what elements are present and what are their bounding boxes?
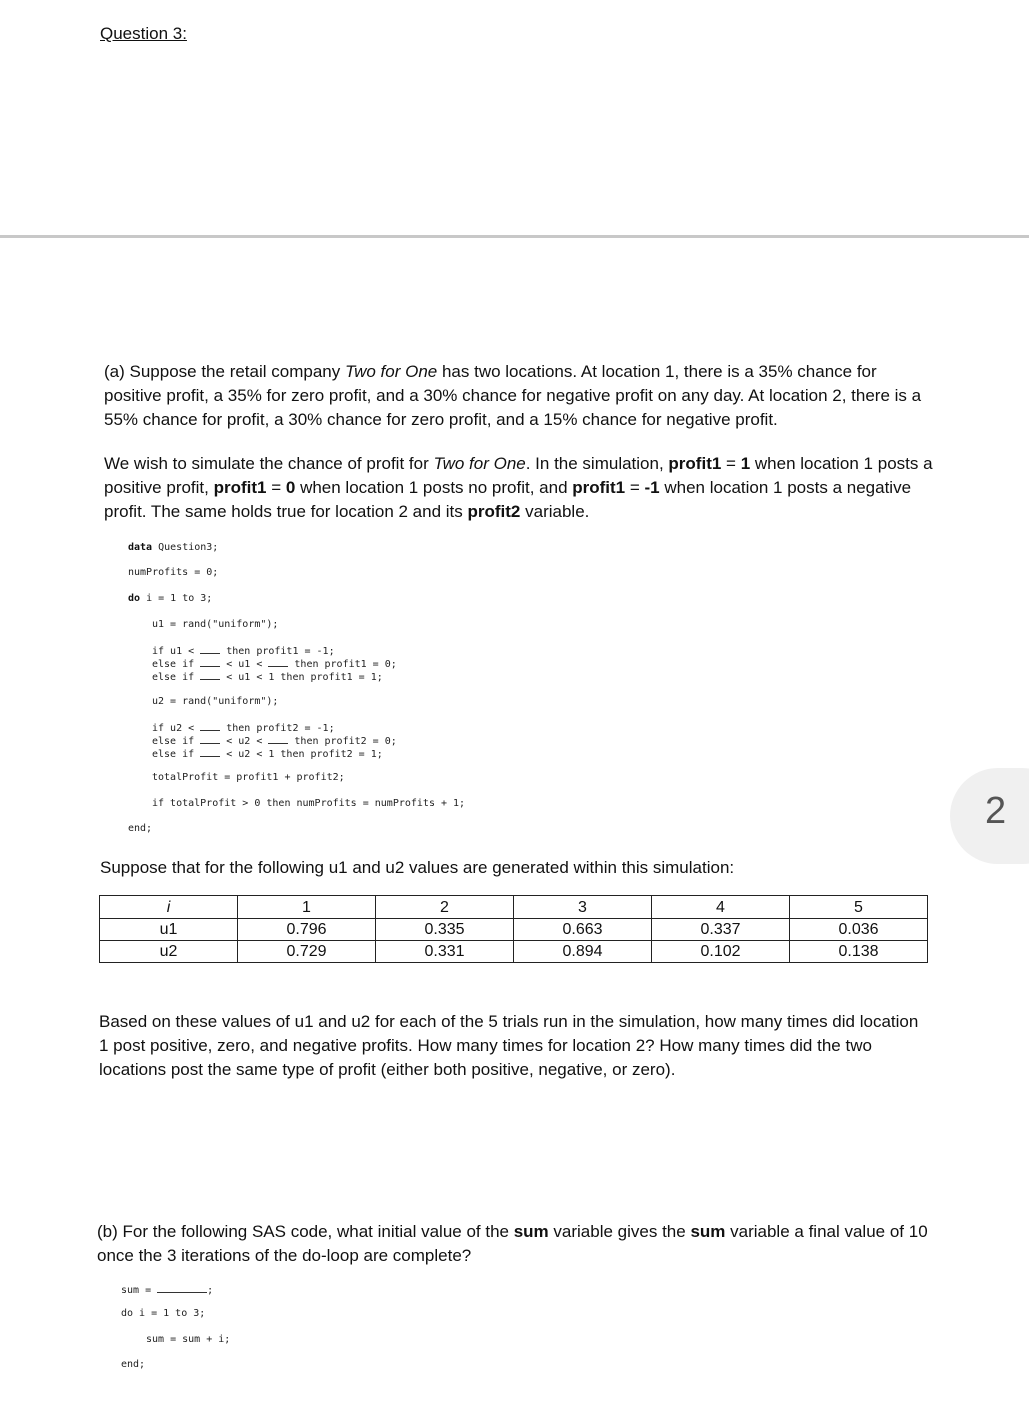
table-cell: 0.331 xyxy=(376,941,514,963)
part-a-question: Based on these values of u1 and u2 for each of the 5 trials run in the simulation, how many times did location 1 post positive, zero, and negative profits. How many times for location 2? How many times did the two locations post the same type of profit (either both positive, negative, or zero). xyxy=(99,1012,919,1079)
table-header-cell: i xyxy=(100,896,238,919)
table-header-cell: 3 xyxy=(514,896,652,919)
code-line: sum = ; xyxy=(121,1285,214,1296)
table-row xyxy=(100,941,928,963)
code-line: else if < u2 < then profit2 = 0; xyxy=(152,736,397,747)
code-line: if u2 < then profit2 = -1; xyxy=(152,723,335,734)
code-line: data Question3; xyxy=(128,542,219,553)
code-line: if totalProfit > 0 then numProfits = numProfits + 1; xyxy=(152,798,466,809)
table-header-cell: 5 xyxy=(790,896,928,919)
page-divider xyxy=(0,235,1029,238)
table-cell: 0.102 xyxy=(652,941,790,963)
table-cell: 0.337 xyxy=(652,919,790,941)
table-cell: u2 xyxy=(100,941,238,963)
table-cell: 0.036 xyxy=(790,919,928,941)
part-a-paragraph-2: We wish to simulate the chance of profit for Two for One. In the simulation, profit1 = 1 when location 1 posts a positive profit, profit1 = 0 when location 1 posts no profit, and profit1 = -1 when location 1 posts a negative profit. The same holds true for location 2 and its profit2 variable. xyxy=(104,454,933,521)
table-intro: Suppose that for the following u1 and u2 values are generated within this simulation: xyxy=(100,858,735,877)
code-line: end; xyxy=(121,1359,146,1370)
code-line: sum = sum + i; xyxy=(146,1334,231,1345)
part-a-paragraph-1: (a) Suppose the retail company Two for One has two locations. At location 1, there is a 35% chance for positive profit, a 35% for zero profit, and a 30% chance for negative profit on any day. At location 2, there is a 55% chance for profit, a 30% chance for zero profit, and a 15% chance for negative profit. xyxy=(104,362,922,429)
uniform-values-table xyxy=(99,895,928,963)
table-cell: 0.729 xyxy=(238,941,376,963)
table-cell: 0.138 xyxy=(790,941,928,963)
code-line: totalProfit = profit1 + profit2; xyxy=(152,772,345,783)
table-cell: 0.796 xyxy=(238,919,376,941)
table-header-cell: 2 xyxy=(376,896,514,919)
table-cell: 0.894 xyxy=(514,941,652,963)
page-number: 2 xyxy=(985,790,1007,832)
table-cell: 0.335 xyxy=(376,919,514,941)
table-row xyxy=(100,919,928,941)
table-header-cell: 4 xyxy=(652,896,790,919)
table-header-cell: 1 xyxy=(238,896,376,919)
part-b-question: (b) For the following SAS code, what initial value of the sum variable gives the sum variable a final value of 10 once the 3 iterations of the do-loop are complete? xyxy=(97,1222,928,1265)
code-line: else if < u1 < 1 then profit1 = 1; xyxy=(152,672,383,683)
code-line: do i = 1 to 3; xyxy=(128,593,213,604)
code-line: if u1 < then profit1 = -1; xyxy=(152,646,335,657)
code-line: u1 = rand("uniform"); xyxy=(152,619,279,630)
code-line: u2 = rand("uniform"); xyxy=(152,696,279,707)
code-line: end; xyxy=(128,823,153,834)
code-line: numProfits = 0; xyxy=(128,567,219,578)
code-line: else if < u1 < then profit1 = 0; xyxy=(152,659,397,670)
question-heading: Question 3: xyxy=(100,24,187,43)
code-line: else if < u2 < 1 then profit2 = 1; xyxy=(152,749,383,760)
table-cell: u1 xyxy=(100,919,238,941)
code-line: do i = 1 to 3; xyxy=(121,1308,206,1319)
table-cell: 0.663 xyxy=(514,919,652,941)
table-header-row xyxy=(100,896,928,919)
